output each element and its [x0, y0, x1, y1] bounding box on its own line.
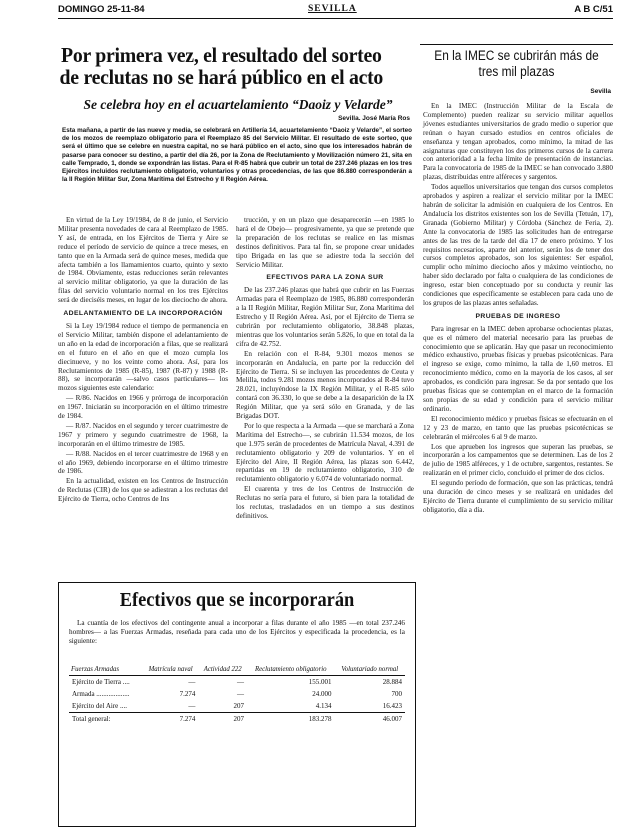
table-cell: — [237, 678, 244, 686]
column-header: Fuerzas Armadas [69, 665, 143, 676]
table-cell: 28.884 [382, 678, 402, 686]
article-column-2 [236, 216, 414, 522]
paragraph: — R/87. Nacidos en el segundo y tercer cuatrimestre de 1967 y primero y segundo cuatrimestre de 1968, la incorporarán en el último trimestre de 1985. [58, 421, 228, 448]
effectives-title: Efectivos que se incorporarán [119, 589, 355, 611]
header-page: A B C/51 [574, 4, 613, 15]
paragraph: — R/88. Nacidos en el tercer cuatrimestre de 1968 y en el año 1969, debiendo incorporarse en el último trimestre de 1986. [58, 449, 228, 476]
table-cell: 155.001 [308, 678, 332, 686]
table-cell: — [188, 678, 196, 686]
table-row [69, 700, 405, 713]
paragraph: En virtud de la Ley 19/1984, de 8 de junio, el Servicio Militar presenta novedades de cara al Reemplazo de 1985. Y así, de entrada, en los Ejércitos de Tierra y Aire se reduce el período de servicio de quince a trece meses, en tanto que en la Armada será de quince meses, medida que afecta también a los llamamientos cuarto, quinto y sexto de 1984. Obviamente, estas reducciones serán relevantes al servicio militar obligatorio, ya que la duración de las filas del servicio voluntario normal en los tres Ejércitos será de dieciséis meses, en lugar de los dieciocho de ahora. [58, 216, 228, 305]
paragraph: Por lo que respecta a la Armada —que se marchará a Zona Marítima del Estrecho—, se cubrirán 11.534 mozos, de los que 1.975 serán de procedentes de Matrícula Naval, 4.391 de reclutamiento obligatorio y 209 de voluntarios. Y en el Ejército del Aire, II Región Aérea, las plazas son 6.442, repartidas en 19 de reclutamiento obligatorio, 310 de reclutamiento obligatorio y 6.074 de voluntariado normal. [236, 421, 414, 484]
article-column-1 [58, 216, 228, 505]
row-label: Ejército de Tierra .... [72, 678, 130, 686]
table-cell: — [237, 690, 244, 698]
article-column-3 [423, 102, 613, 516]
paragraph: trucción, y en un plazo que desaparecerán —en 1985 lo hará el de Obejo— progresivamente, ya que se pretende que la preparación de los reclutas se realice en las mismas destinos definitivos. Para tal fin, se propone crear unidades tipo Brigada en las que se adiestre toda la sección del Servicio Militar. [236, 216, 414, 269]
row-label: Armada ................... [72, 690, 130, 698]
table-cell: — [188, 702, 196, 710]
byline: Sevilla. José María Ros [338, 115, 410, 122]
effectives-intro: La cuantía de los efectivos del contingente anual a incorporar a filas durante el año 1985 —en total 237.246 hombres— a las Fuerzas Armadas, reseñada para cada uno de los Ejércitos y especificada la procedencia, es la siguiente: [69, 619, 405, 645]
header-date: DOMINGO 25-11-84 [58, 4, 145, 15]
column-header: Voluntariado normal [335, 665, 406, 676]
table-cell: 16.423 [382, 702, 402, 710]
table-row [69, 688, 405, 700]
section-subhead: EFECTIVOS PARA LA ZONA SUR [266, 274, 384, 282]
table-header-row [69, 665, 405, 676]
subheadline: Se celebra hoy en el acuartelamiento “Daoiz y Velarde” [83, 97, 393, 112]
paragraph: — R/86. Nacidos en 1966 y prórroga de incorporación en 1967. Iniciarán su incorporación en el último trimestre de 1984. [58, 394, 228, 421]
table-row [69, 676, 405, 689]
paragraph: En la actualidad, existen en los Centros de Instrucción de Reclutas (CIR) de los que se adiestran a los reclutas del Ejército de Tierra, ocho Centros de Ins [58, 477, 228, 504]
row-label: Total general: [69, 713, 143, 726]
header-section: SEVILLA [308, 4, 357, 14]
paragraph: Si la Ley 19/1984 reduce el tiempo de permanencia en el Servicio Militar, también dispone el adelantamiento de un año en la edad de incorporación a filas, que se realizará en el futuro en el año en que el mozo cumpla los diecinueve, y no los veinte como ahora. Así, para los Reclutamientos de 1985 (R-85), 1987 (R-87) y 1988 (R-88), se incorporarán —salvo casos particulares— los mozos siguientes este calendario: [58, 321, 228, 393]
paragraph: En relación con el R-84, 9.301 mozos menos se incorporarán en Andalucía, en parte por la reducción del Ejército de Tierra. Si se incluyen las procedentes de Ceuta y Melilla, todos 9.281 mozos menos incorporados al R-84 tuvo 28.021, incluyéndose la IX Región Militar, y el R-85 sólo contará con 36.330, lo que se debe a la desaparición de la IX Región Militar, que ya será sólo en Granada, y de las Brigadas DOT. [236, 349, 414, 421]
table-cell: 207 [198, 713, 247, 726]
table-cell: 700 [391, 690, 402, 698]
table-cell: 7.274 [179, 690, 196, 698]
column-header: Reclutamiento obligatorio [247, 665, 335, 676]
section-subhead: PRUEBAS DE INGRESO [475, 312, 561, 320]
side-box-city: Sevilla [590, 88, 611, 95]
table-cell: 7.274 [143, 713, 199, 726]
paragraph: En la IMEC (Instrucción Militar de la Escala de Complemento) pueden realizar su servicio militar aquellos jóvenes estudiantes universitarios de grado medio o superior que reúnan o hayan cursado estudios en centros oficiales de enseñanza y tengan aprobados, como mínimo, la mitad de las asignaturas que constituyen los dos primeros cursos de la carrera con anterioridad a la fecha límite de presentación de instancias. Para la convocatoria de 1985 de la IMEC se han convocado 3.880 plazas, distribuidas entre alféreces y sargentos. [423, 102, 613, 182]
column-header: Matrícula naval [143, 665, 199, 676]
paragraph: El reconocimiento médico y pruebas físicas se efectuarán en el 12 y 23 de marzo, en tanto que las pruebas psicotécnicas se celebrarán el miércoles 6 al 9 de marzo. [423, 414, 613, 441]
paragraph: Los que aprueben los ingresos que superan las pruebas, se incorporarán a los campamentos que se determinen. Las de los 2 de julio de 1985 alféreces, y 1 de octubre, sargentos, restantes. Se realizarán en el primer ciclo, concluido el primer de dos ciclos. [423, 442, 613, 478]
column-header: Actividad 222 [198, 665, 247, 676]
paragraph: Para ingresar en la IMEC deben aprobarse ochocientas plazas, que es el número del material necesario para las pruebas de conocimiento que se aplicarán. Hay que pasar un reconocimiento médico exhaustivo, pruebas físicas y pruebas psicotécnicas. Para el ingreso se exige, como mínimo, la talla de 1,60 metros. El reconocimiento médico, como en la mayoría de los casos, al ser aprobados, es condición para ingresar. Se da por sentado que los pruebas físicas que se contemplan en el marco de la formación son propias de su edad y condición para el servicio militar ordinario. [423, 324, 613, 413]
section-subhead: ADELANTAMIENTO DE LA INCORPORACIÓN [63, 310, 223, 318]
lead-paragraph: Esta mañana, a partir de las nueve y media, se celebrará en Artillería 14, acuartelamiento “Daoiz y Velarde”, el sorteo de los mozos de reemplazo obligatorio para el Reemplazo 85 del Servicio Militar. El resultado de este sorteo, que será el último que se celebre en nuestra capital, no se hará público en el acto, sino que los interesados habrán de pasarse para conocer su destino, a partir del día 26, por la Zona de Reclutamiento y Movilización número 21, sita en calle Temprado, 1, donde se expondrán las listas. Para el R-85 habrá que cubrir un total de 237.246 plazas en los tres Ejércitos incluidos reclutamiento obligatorio, voluntarios y otras procedencias, de las que 86.880 corresponderán a la II Región Militar Sur, Zona Marítima del Estrecho y II Región Aérea. [62, 127, 412, 184]
table-cell: 207 [233, 702, 244, 710]
table-cell: 24.000 [312, 690, 332, 698]
table-total-row [69, 713, 405, 726]
page-header [58, 4, 613, 19]
side-box-header [420, 44, 613, 95]
paragraph: De las 237.246 plazas que habrá que cubrir en las Fuerzas Armadas para el Reemplazo de 1985, 86.880 corresponderán a la II Región Militar, Región Militar Sur, Zona Marítima del Estrecho y II Región Aérea. Así, por el Ejército de Tierra se cubrirán por reclutamiento obligatorio, 38.848 plazas, mientras que los voluntarios serán 5.826, lo que en total da la cifra de 42.752. [236, 286, 414, 348]
effectives-table [69, 665, 405, 725]
row-label: Ejército del Aire .... [72, 702, 128, 710]
effectives-box [58, 582, 416, 827]
headline: Por primera vez, el resultado del sorteo de reclutas no se hará público en el acto [59, 43, 384, 89]
table-cell: 4.134 [315, 702, 332, 710]
paragraph: El segundo período de formación, que son las prácticas, tendrá una duración de cinco meses y se realizará en unidades del Ejército de Tierra durante el cumplimiento de su servicio militar obligatorio, día a día. [423, 479, 613, 514]
table-cell: 46.007 [335, 713, 406, 726]
paragraph: El cuarenta y tres de los Centros de Instrucción de Reclutas no sería para el futuro, si bien para la totalidad de los reclutas, trasladados en un tiempo a sus destinos definitivos. [236, 485, 414, 520]
paragraph: Todos aquellos universitarios que tengan dos cursos completos aprobados y aspiren a realizar el servicio militar por la IMEC habrán de solicitar la admisión en cualquiera de los Centros. En Andalucía los distritos existentes son los de Sevilla (Tetuán, 17), Granada (Gobierno Militar) y Córdoba (Sánchez de Feria, 2). Ante la convocatoria de 1985 las solicitudes han de entregarse antes de las tres de la tarde del día 17 de enero próximo. Y los requisitos necesarios, aparte del anterior, serán los de tener dos cursos completos aprobados, son los siguientes: Ser español, cumplir ocho mínimo dieciocho años y máximo veintiocho, no haber sido declarado por falta o cualquiera de las condiciones de ingreso, estar bien conceptuado por su conducta y reunir las condiciones que específicamente se establecen para cada uno de los grupos de las plazas antes señaladas. [423, 183, 613, 307]
table-cell: 183.278 [247, 713, 335, 726]
side-box-title: En la IMEC se cubrirán más de tres mil plazas [434, 48, 599, 79]
